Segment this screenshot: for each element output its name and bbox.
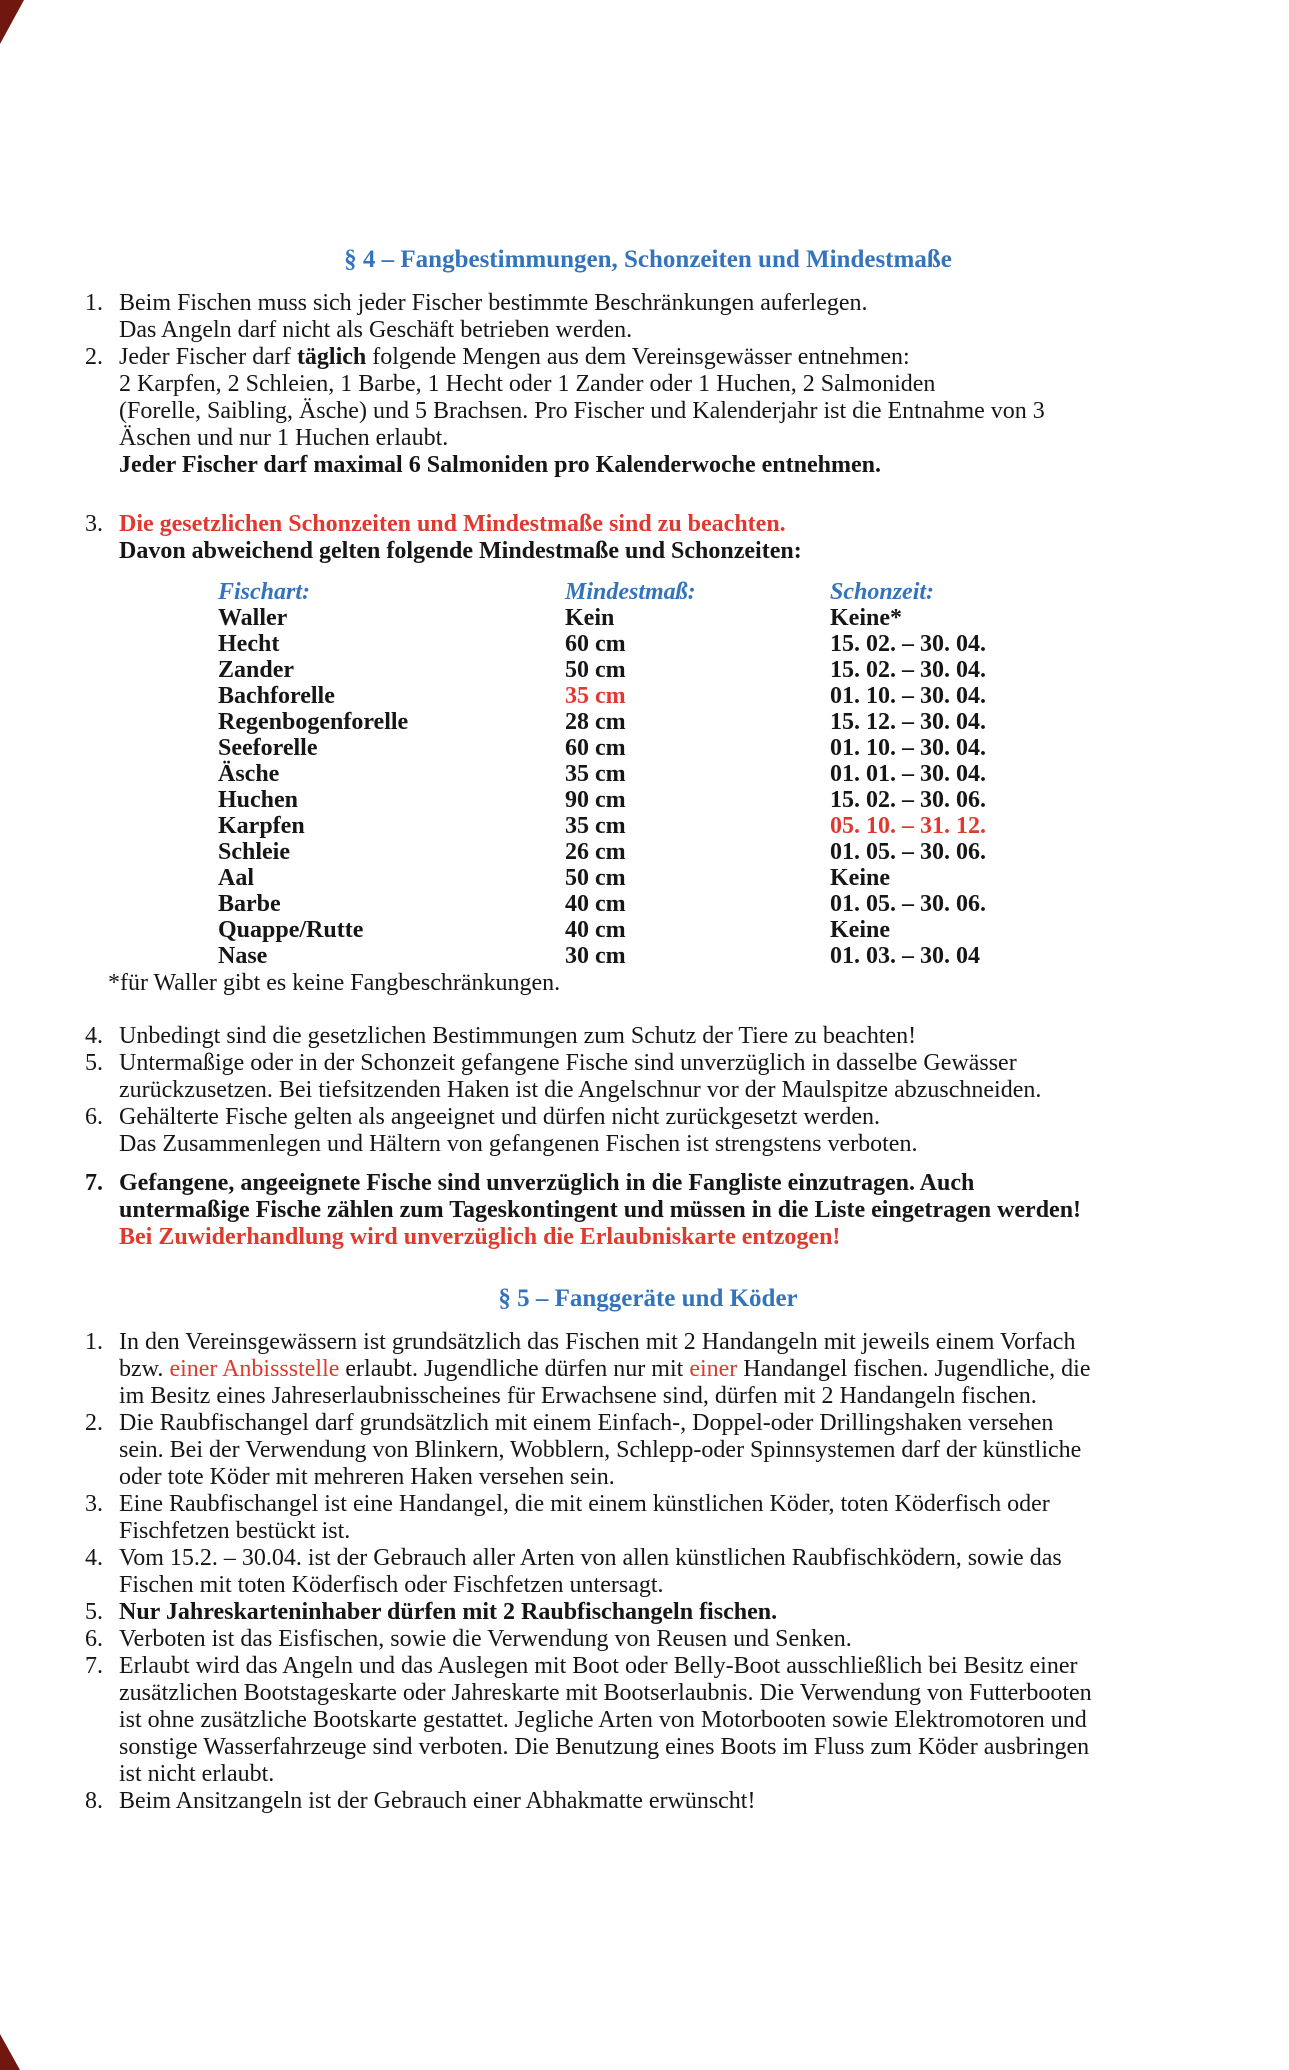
item-number: 1. bbox=[85, 290, 103, 316]
section-5-heading: § 5 – Fanggeräte und Köder bbox=[498, 1285, 798, 1312]
item-number: 7. bbox=[85, 1170, 103, 1196]
section5-item-5 bbox=[85, 1599, 1245, 1626]
section5-item-1 bbox=[85, 1329, 1245, 1410]
fish-name-cell: Hecht bbox=[218, 631, 280, 657]
fish-column-header: Fischart: bbox=[218, 579, 311, 605]
section-4-list bbox=[85, 290, 1245, 565]
text-run: bzw. bbox=[119, 1356, 170, 1382]
item-text bbox=[119, 1410, 1081, 1490]
text-run: Äschen und nur 1 Huchen erlaubt. bbox=[119, 425, 449, 451]
item-number: 3. bbox=[85, 1491, 103, 1517]
closed-season-cell: 01. 10. – 30. 04. bbox=[830, 735, 986, 761]
text-run: ist ohne zusätzliche Bootskarte gestattet. Jegliche Arten von Motorbooten sowie Elektromotoren und bbox=[119, 1707, 1087, 1733]
closed-season-cell: 15. 02. – 30. 04. bbox=[830, 657, 986, 683]
text-run: In den Vereinsgewässern ist grundsätzlich das Fischen mit 2 Handangeln mit jeweils einem Vorfach bbox=[119, 1329, 1076, 1355]
fish-name-cell: Regenbogenforelle bbox=[218, 709, 409, 735]
fish-name-cell: Waller bbox=[218, 605, 288, 631]
section5-item-7 bbox=[85, 1653, 1245, 1788]
section5-item-4 bbox=[85, 1545, 1245, 1599]
text-run: Bei Zuwiderhandlung wird unverzüglich die Erlaubniskarte entzogen! bbox=[119, 1224, 841, 1250]
closed-season-cell: 01. 05. – 30. 06. bbox=[830, 891, 986, 917]
min-size-cell: 26 cm bbox=[565, 839, 626, 865]
fish-table bbox=[218, 579, 1245, 969]
item-number: 1. bbox=[85, 1329, 103, 1355]
text-run: Unbedingt sind die gesetzlichen Bestimmungen zum Schutz der Tiere zu beachten! bbox=[119, 1023, 917, 1049]
table-header-row bbox=[218, 579, 1245, 605]
section4-item-2 bbox=[85, 344, 1245, 479]
item-text bbox=[119, 290, 867, 343]
text-run: Verboten ist das Eisfischen, sowie die Verwendung von Reusen und Senken. bbox=[119, 1626, 852, 1652]
min-size-cell: 60 cm bbox=[565, 735, 626, 761]
section4-item-6 bbox=[85, 1104, 1245, 1158]
fish-name-cell: Nase bbox=[218, 943, 268, 969]
fish-name-cell: Bachforelle bbox=[218, 683, 335, 709]
text-run: Untermaßige oder in der Schonzeit gefangene Fische sind unverzüglich in dasselbe Gewässer bbox=[119, 1050, 1017, 1076]
item-text bbox=[119, 1545, 1062, 1598]
item-text bbox=[119, 511, 802, 564]
section4-item-1 bbox=[85, 290, 1245, 344]
text-run: Gehälterte Fische gelten als angeeignet und dürfen nicht zurückgesetzt werden. bbox=[119, 1104, 881, 1130]
item-text bbox=[119, 1491, 1050, 1544]
fish-name-cell: Karpfen bbox=[218, 813, 305, 839]
fish-name-cell: Zander bbox=[218, 657, 295, 683]
item-text bbox=[119, 1170, 1081, 1250]
item-text bbox=[119, 1329, 1091, 1409]
item-text bbox=[119, 1653, 1092, 1787]
item-number: 4. bbox=[85, 1023, 103, 1049]
text-run: (Forelle, Saibling, Äsche) und 5 Brachsen. Pro Fischer und Kalenderjahr ist die Entnahme von 3 bbox=[119, 398, 1045, 424]
text-run: sein. Bei der Verwendung von Blinkern, Wobblern, Schlepp-oder Spinnsystemen darf der künstliche bbox=[119, 1437, 1082, 1463]
item-text bbox=[119, 1599, 777, 1625]
table-row bbox=[218, 943, 1245, 969]
text-run: Gefangene, angeeignete Fische sind unverzüglich in die Fangliste einzutragen. Auch bbox=[119, 1170, 975, 1196]
table-row bbox=[218, 761, 1245, 787]
table-row bbox=[218, 657, 1245, 683]
item-number: 2. bbox=[85, 1410, 103, 1436]
text-run: Das Zusammenlegen und Hältern von gefangenen Fischen ist strengstens verboten. bbox=[119, 1131, 918, 1157]
item-text bbox=[119, 1023, 916, 1049]
text-run: im Besitz eines Jahreserlaubnisscheines für Erwachsene sind, dürfen mit 2 Handangeln fischen. bbox=[119, 1383, 1037, 1409]
table-row bbox=[218, 917, 1245, 943]
fish-name-cell: Barbe bbox=[218, 891, 281, 917]
closed-season-cell: Keine* bbox=[830, 605, 902, 631]
item-number: 7. bbox=[85, 1653, 103, 1679]
item-number: 6. bbox=[85, 1104, 103, 1130]
fish-name-cell: Quappe/Rutte bbox=[218, 917, 364, 943]
closed-season-cell: 15. 02. – 30. 04. bbox=[830, 631, 986, 657]
section4-item-7 bbox=[85, 1170, 1245, 1251]
text-run: erlaubt. Jugendliche dürfen nur mit bbox=[339, 1356, 690, 1382]
text-run: einer bbox=[689, 1356, 738, 1382]
season-column-header: Schonzeit: bbox=[830, 579, 935, 605]
min-size-column-header: Mindestmaß: bbox=[565, 579, 696, 605]
text-run: oder tote Köder mit mehreren Haken versehen sein. bbox=[119, 1464, 615, 1490]
section5-item-3 bbox=[85, 1491, 1245, 1545]
min-size-cell: 28 cm bbox=[565, 709, 626, 735]
section-4-heading: § 4 – Fangbestimmungen, Schonzeiten und Mindestmaße bbox=[344, 246, 952, 273]
min-size-cell: 90 cm bbox=[565, 787, 626, 813]
table-footnote: *für Waller gibt es keine Fangbeschränkungen. bbox=[108, 970, 561, 996]
item-number: 5. bbox=[85, 1050, 103, 1076]
table-row bbox=[218, 631, 1245, 657]
section5-item-8 bbox=[85, 1788, 1245, 1815]
min-size-cell: 40 cm bbox=[565, 917, 626, 943]
text-run: Jeder Fischer darf bbox=[119, 344, 297, 370]
text-run: Nur Jahreskarteninhaber dürfen mit 2 Raubfischangeln fischen. bbox=[119, 1599, 778, 1625]
text-run: Eine Raubfischangel ist eine Handangel, die mit einem künstlichen Köder, toten Köderfisch oder bbox=[119, 1491, 1050, 1517]
text-run: Handangel fischen. Jugendliche, die bbox=[737, 1356, 1091, 1382]
text-run: einer Anbissstelle bbox=[169, 1356, 340, 1382]
text-run: Die gesetzlichen Schonzeiten und Mindestmaße sind zu beachten. bbox=[119, 511, 786, 537]
item-text bbox=[119, 344, 1045, 478]
item-number: 5. bbox=[85, 1599, 103, 1625]
item-text bbox=[119, 1050, 1041, 1103]
table-row bbox=[218, 891, 1245, 917]
item-number: 6. bbox=[85, 1626, 103, 1652]
table-row bbox=[218, 683, 1245, 709]
table-row bbox=[218, 839, 1245, 865]
item-text bbox=[119, 1788, 755, 1814]
section5-item-6 bbox=[85, 1626, 1245, 1653]
min-size-cell: 35 cm bbox=[565, 761, 626, 787]
item-text bbox=[119, 1626, 852, 1652]
min-size-cell: Kein bbox=[565, 605, 615, 631]
scan-corner-artifact-bottom bbox=[0, 2034, 20, 2070]
text-run: sonstige Wasserfahrzeuge sind verboten. Die Benutzung eines Boots im Fluss zum Köder ausbringen bbox=[119, 1734, 1090, 1760]
closed-season-cell: Keine bbox=[830, 865, 890, 891]
fish-name-cell: Aal bbox=[218, 865, 254, 891]
closed-season-cell: 15. 02. – 30. 06. bbox=[830, 787, 986, 813]
min-size-cell: 50 cm bbox=[565, 865, 626, 891]
min-size-cell: 35 cm bbox=[565, 813, 626, 839]
text-run: zusätzlichen Bootstageskarte oder Jahreskarte mit Bootserlaubnis. Die Verwendung von Futterbooten bbox=[119, 1680, 1092, 1706]
min-size-cell: 60 cm bbox=[565, 631, 626, 657]
min-size-cell: 30 cm bbox=[565, 943, 626, 969]
text-run: folgende Mengen aus dem Vereinsgewässer entnehmen: bbox=[366, 344, 910, 370]
fish-name-cell: Seeforelle bbox=[218, 735, 318, 761]
fish-name-cell: Äsche bbox=[218, 761, 280, 787]
text-run: Erlaubt wird das Angeln und das Auslegen mit Boot oder Belly-Boot ausschließlich bei Besitz einer bbox=[119, 1653, 1078, 1679]
closed-season-cell: 01. 03. – 30. 04 bbox=[830, 943, 980, 969]
item-number: 8. bbox=[85, 1788, 103, 1814]
text-run: Das Angeln darf nicht als Geschäft betrieben werden. bbox=[119, 317, 633, 343]
section-4-list-continued bbox=[85, 1023, 1245, 1251]
text-run: Jeder Fischer darf maximal 6 Salmoniden pro Kalenderwoche entnehmen. bbox=[119, 452, 881, 478]
table-row bbox=[218, 605, 1245, 631]
text-run: Vom 15.2. – 30.04. ist der Gebrauch aller Arten von allen künstlichen Raubfischködern, sowie das bbox=[119, 1545, 1062, 1571]
text-run: 2 Karpfen, 2 Schleien, 1 Barbe, 1 Hecht oder 1 Zander oder 1 Huchen, 2 Salmoniden bbox=[119, 371, 936, 397]
section5-item-2 bbox=[85, 1410, 1245, 1491]
item-number: 2. bbox=[85, 344, 103, 370]
text-run: Beim Fischen muss sich jeder Fischer bestimmte Beschränkungen auferlegen. bbox=[119, 290, 868, 316]
section-5-list bbox=[85, 1329, 1245, 1815]
closed-season-cell: 01. 01. – 30. 04. bbox=[830, 761, 986, 787]
item-number: 4. bbox=[85, 1545, 103, 1571]
text-run: Fischen mit toten Köderfisch oder Fischfetzen untersagt. bbox=[119, 1572, 664, 1598]
table-row bbox=[218, 787, 1245, 813]
text-run: täglich bbox=[296, 344, 367, 370]
section4-item-4 bbox=[85, 1023, 1245, 1050]
document-content bbox=[85, 246, 1245, 1815]
min-size-cell: 35 cm bbox=[565, 683, 626, 709]
text-run: Fischfetzen bestückt ist. bbox=[119, 1518, 351, 1544]
text-run: zurückzusetzen. Bei tiefsitzenden Haken ist die Angelschnur vor der Maulspitze abzuschneiden. bbox=[119, 1077, 1042, 1103]
text-run: ist nicht erlaubt. bbox=[119, 1761, 275, 1787]
fish-name-cell: Huchen bbox=[218, 787, 299, 813]
text-run: Beim Ansitzangeln ist der Gebrauch einer Abhakmatte erwünscht! bbox=[119, 1788, 756, 1814]
closed-season-cell: 05. 10. – 31. 12. bbox=[830, 813, 986, 839]
text-run: Davon abweichend gelten folgende Mindestmaße und Schonzeiten: bbox=[119, 538, 802, 564]
table-row bbox=[218, 813, 1245, 839]
section4-item-5 bbox=[85, 1050, 1245, 1104]
section4-item-3 bbox=[85, 511, 1245, 565]
min-size-cell: 50 cm bbox=[565, 657, 626, 683]
min-size-cell: 40 cm bbox=[565, 891, 626, 917]
table-row bbox=[218, 865, 1245, 891]
item-number: 3. bbox=[85, 511, 103, 537]
text-run: untermaßige Fische zählen zum Tageskontingent und müssen in die Liste eingetragen werden! bbox=[119, 1197, 1082, 1223]
text-run: Die Raubfischangel darf grundsätzlich mit einem Einfach-, Doppel-oder Drillingshaken versehen bbox=[119, 1410, 1054, 1436]
table-row bbox=[218, 709, 1245, 735]
closed-season-cell: 15. 12. – 30. 04. bbox=[830, 709, 986, 735]
item-text bbox=[119, 1104, 917, 1157]
scan-corner-artifact-top bbox=[0, 0, 24, 44]
closed-season-cell: Keine bbox=[830, 917, 890, 943]
table-row bbox=[218, 735, 1245, 761]
fish-name-cell: Schleie bbox=[218, 839, 290, 865]
closed-season-cell: 01. 05. – 30. 06. bbox=[830, 839, 986, 865]
closed-season-cell: 01. 10. – 30. 04. bbox=[830, 683, 986, 709]
